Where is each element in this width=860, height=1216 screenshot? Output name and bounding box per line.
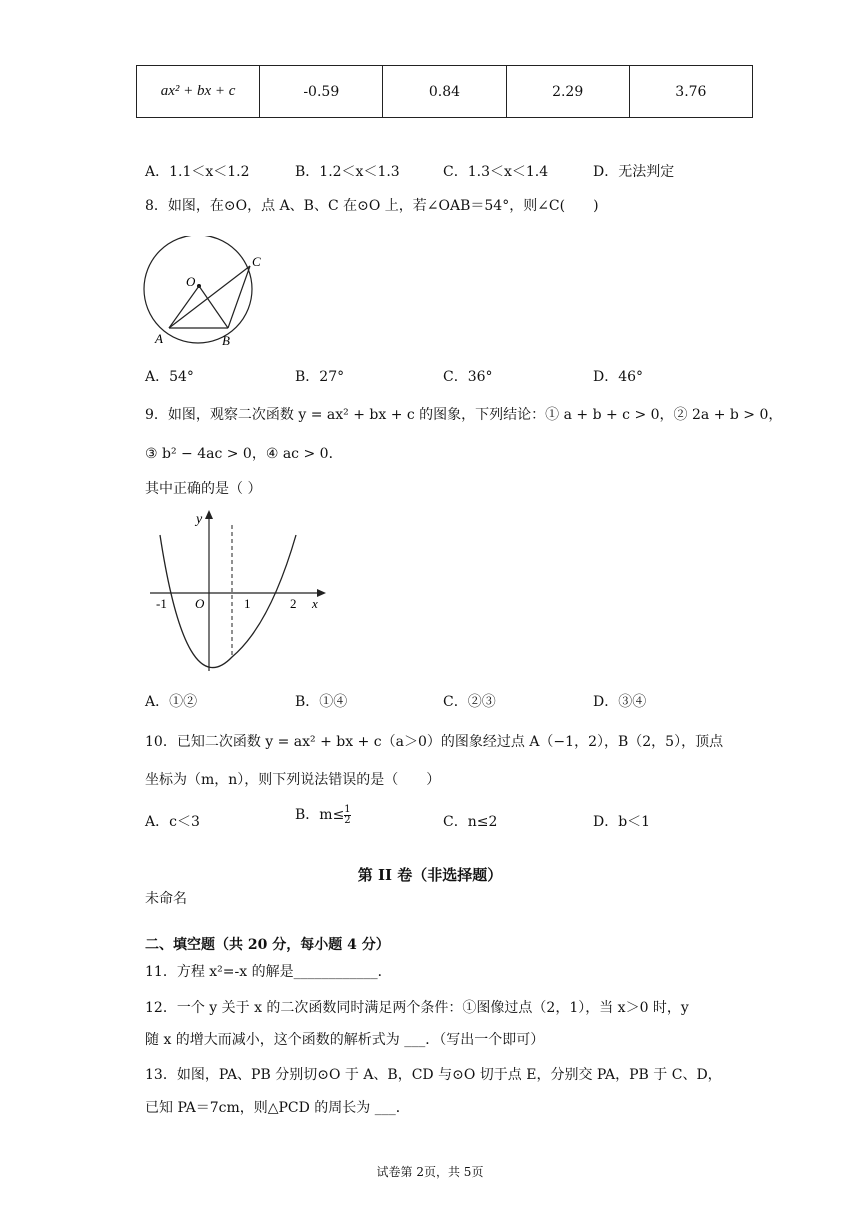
label-o: O: [186, 274, 196, 289]
segment-ac: [169, 266, 250, 328]
circle-o: [144, 236, 252, 343]
label-a: A: [155, 331, 163, 346]
y-axis-label: y: [196, 512, 203, 527]
y-axis-arrow: [205, 510, 213, 519]
q8-option-c: C．36°: [443, 369, 493, 385]
q11-text: 11．方程 x²=-x 的解是____________．: [145, 964, 392, 980]
q9-stem-line3: 其中正确的是（ ）: [145, 481, 262, 497]
tick-label-2: 2: [290, 596, 297, 611]
q7-option-a: A．1.1＜x＜1.2: [145, 164, 250, 180]
label-c: C: [252, 254, 261, 269]
table-value-cell: 2.29: [506, 66, 629, 118]
unnamed-label: 未命名: [145, 891, 187, 907]
q9-option-d: D．③④: [593, 694, 647, 710]
q7-option-d: D．无法判定: [593, 164, 675, 180]
q10-stem-line2: 坐标为（m，n），则下列说法错误的是（ ）: [145, 772, 441, 788]
q10-option-b-text: B．m≤: [295, 807, 345, 823]
q10-option-a: A．c＜3: [145, 814, 200, 830]
q9-option-a: A．①②: [145, 694, 198, 710]
q13-line1: 13．如图，PA、PB 分别切⊙O 于 A、B，CD 与⊙O 切于点 E，分别交 PA，PB 于 C、D，: [145, 1067, 722, 1083]
q7-option-c: C．1.3＜x＜1.4: [443, 164, 549, 180]
segment-bc: [228, 266, 250, 328]
q10-option-b: [295, 804, 351, 826]
q12-line1: 12．一个 y 关于 x 的二次函数同时满足两个条件：①图像过点（2，1），当 x＞0 时，y: [145, 1000, 689, 1016]
label-b: B: [222, 333, 230, 348]
part-two-title: 第 II 卷（非选择题）: [357, 866, 503, 884]
x-axis-arrow: [317, 589, 326, 597]
origin-label: O: [195, 596, 205, 611]
segment-oa: [169, 286, 199, 328]
fraction-denominator: 2: [344, 814, 351, 826]
parabola-curve: [160, 535, 296, 668]
fraction-numerator: 1: [344, 803, 351, 815]
section-heading: 二、填空题（共 20 分，每小题 4 分）: [145, 937, 390, 953]
q9-option-b: B．①④: [295, 694, 348, 710]
fraction-one-half: [344, 805, 350, 826]
q8-circle-figure: [140, 236, 270, 350]
q10-option-d: D．b＜1: [593, 814, 651, 830]
q7-option-b: B．1.2＜x＜1.3: [295, 164, 400, 180]
segment-ob: [199, 286, 228, 328]
table-row: [137, 66, 753, 118]
table-value-cell: -0.59: [260, 66, 383, 118]
table-value-cell: 3.76: [629, 66, 752, 118]
table-expression-cell: ax² + bx + c: [137, 66, 260, 118]
q9-option-c: C．②③: [443, 694, 496, 710]
q9-stem-line1: 9．如图，观察二次函数 y = ax² + bx + c 的图象，下列结论：① a + b + c > 0，② 2a + b > 0，: [145, 407, 783, 423]
q10-option-c: C．n≤2: [443, 814, 498, 830]
tick-label-neg1: -1: [156, 596, 167, 611]
q9-parabola-graph: [146, 505, 332, 675]
q8-stem: 8．如图，在⊙O，点 A、B、C 在⊙O 上，若∠OAB＝54°，则∠C( ): [145, 198, 599, 214]
q12-line2: 随 x 的增大而减小，这个函数的解析式为 ___．（写出一个即可）: [145, 1032, 545, 1048]
q10-stem-line1: 10．已知二次函数 y = ax² + bx + c（a＞0）的图象经过点 A（−1，2），B（2，5），顶点: [145, 734, 724, 750]
q9-stem-line2: ③ b² − 4ac > 0，④ ac > 0．: [145, 446, 343, 462]
q13-line2: 已知 PA＝7cm，则△PCD 的周长为 ___．: [145, 1100, 410, 1116]
value-table: [136, 65, 753, 118]
x-axis-label: x: [312, 596, 318, 611]
q8-option-b: B．27°: [295, 369, 345, 385]
q8-option-d: D．46°: [593, 369, 644, 385]
q8-option-a: A．54°: [145, 369, 194, 385]
tick-label-1: 1: [244, 596, 251, 611]
table-value-cell: 0.84: [383, 66, 506, 118]
page-footer: 试卷第 2页，共 5页: [376, 1165, 484, 1179]
